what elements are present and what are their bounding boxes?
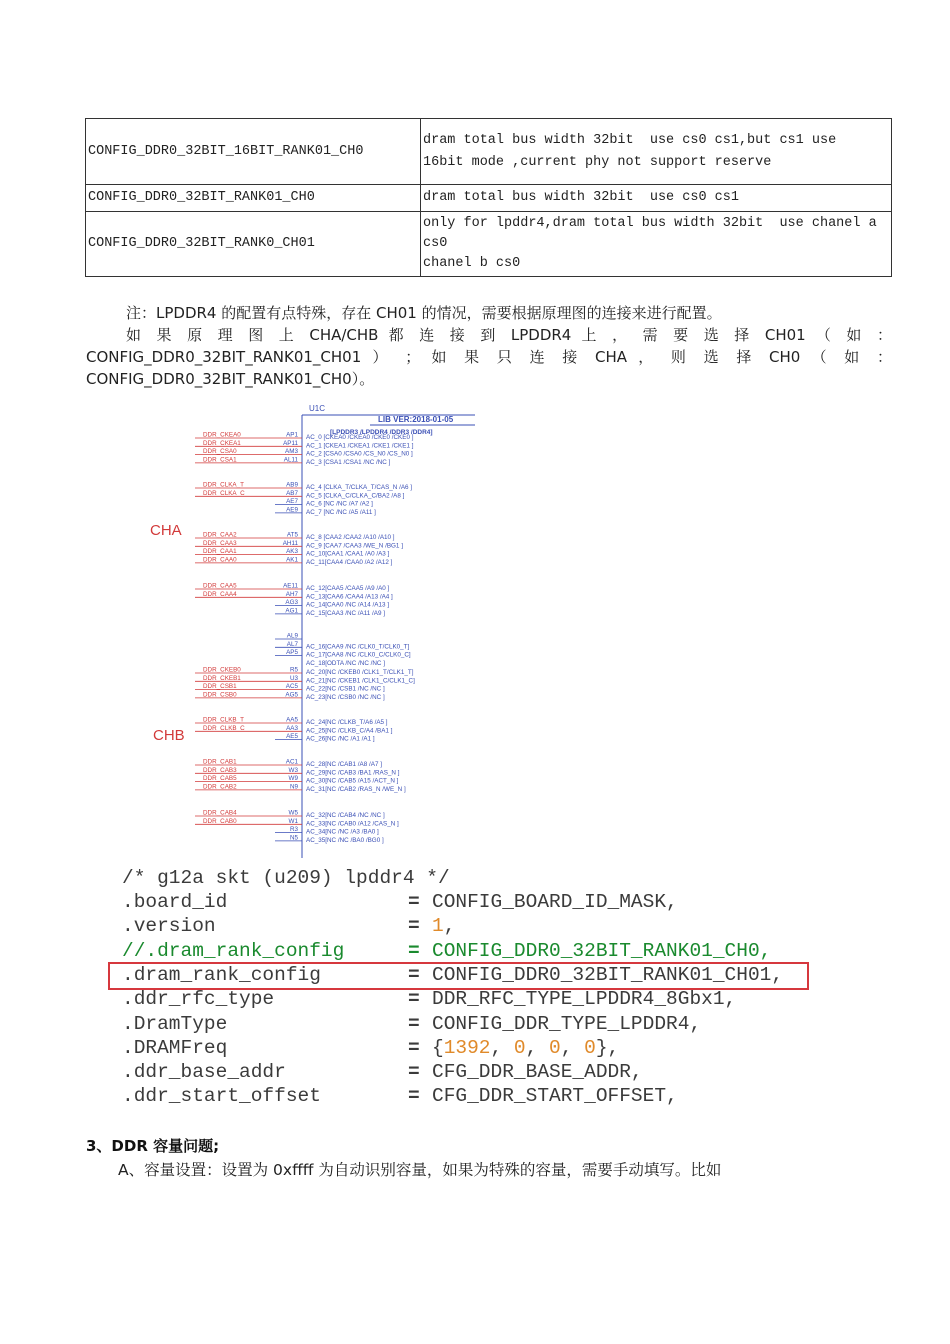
- pin-function: AC_29[NC /CAB3 /BA1 /RAS_N ]: [306, 769, 400, 777]
- pin-function: AC_33[NC /CAB0 /A12 /CAS_N ]: [306, 820, 399, 828]
- code-equals: =: [408, 915, 420, 938]
- pin-function: AC_20[NC /CKEB0 /CLK1_T/CLK1_T]: [306, 669, 414, 676]
- config-table: [85, 118, 892, 277]
- pin-number: AE11: [283, 582, 298, 590]
- code-key: //.dram_rank_config: [122, 939, 345, 962]
- pin-function: AC_28[NC /CAB1 /A8 /A7 ]: [306, 761, 382, 768]
- pin-number: R3: [289, 826, 298, 834]
- net-label: DDR_CSA1: [203, 456, 237, 464]
- pin-function: AC_30[NC /CAB5 /A15 /ACT_N ]: [306, 777, 399, 785]
- pin-number: AK3: [286, 548, 298, 556]
- pin-number: AL7: [286, 640, 298, 648]
- net-label: DDR_CKEB0: [203, 666, 241, 674]
- config-name: CONFIG_DDR0_32BIT_16BIT_RANK01_CH0: [86, 119, 421, 185]
- pin-function: AC_25[NC /CLKB_C/A4 /BA1 ]: [306, 727, 393, 735]
- pin-function: AC_12[CAA5 /CAA5 /A9 /A0 ]: [306, 585, 390, 592]
- note-line: 如 果 原 理 图 上 CHA/CHB 都 连 接 到 LPDDR4 上 ， 需 要 选 择 CH01 （ 如 ：: [126, 326, 892, 344]
- pin-function: AC_31[NC /CAB2 /RAS_N /WE_N ]: [306, 785, 406, 793]
- section-heading: 3、DDR 容量问题;: [86, 1137, 220, 1155]
- pin-number: W3: [288, 766, 298, 774]
- code-equals: =: [408, 1061, 420, 1084]
- pin-function: AC_18[ODTA /NC /NC /NC ]: [306, 659, 385, 667]
- code-equals: =: [408, 1036, 420, 1059]
- pin-function: AC_13[CAA6 /CAA4 /A13 /A4 ]: [306, 593, 393, 601]
- pin-number: AG1: [285, 607, 298, 615]
- note-line: CONFIG_DDR0_32BIT_RANK01_CH0）。: [86, 370, 375, 388]
- pin-number: AH7: [285, 590, 298, 598]
- code-value: CFG_DDR_BASE_ADDR,: [432, 1061, 643, 1084]
- net-label: DDR_CAA0: [203, 556, 237, 564]
- net-label: DDR_CLKA_T: [203, 481, 244, 489]
- pin-function: AC_24[NC /CLKB_T/A6 /A5 ]: [306, 719, 388, 726]
- net-label: DDR_CLKB_T: [203, 716, 244, 724]
- pin-function: AC_32[NC /CAB4 /NC /NC ]: [306, 812, 385, 819]
- pin-number: AE9: [286, 506, 298, 514]
- note-line: CONFIG_DDR0_32BIT_RANK01_CH01 ） ； 如 果 只 连 接 CHA ， 则 选 择 CH0 （ 如 ：: [86, 348, 892, 366]
- code-value: DDR_RFC_TYPE_LPDDR4_8Gbx1,: [432, 988, 737, 1011]
- pin-number: AM3: [285, 448, 298, 456]
- pin-number: W1: [288, 817, 298, 825]
- column-header: [LPDDR3 /LPDDR4 /DDR3 /DDR4]: [330, 429, 433, 436]
- pin-function: AC_26[NC /NC /A1 /A1 ]: [306, 735, 375, 743]
- config-desc: dram total bus width 32bit use cs0 cs1,but cs1 use 16bit mode ,current phy not support reserve: [421, 119, 892, 185]
- pin-function: AC_10[CAA1 /CAA1 /A0 /A3 ]: [306, 550, 390, 558]
- config-name: CONFIG_DDR0_32BIT_RANK01_CH0: [86, 185, 421, 212]
- pin-number: N9: [289, 783, 298, 791]
- net-label: DDR_CKEA0: [203, 431, 241, 439]
- pin-function: AC_3 [CSA1 /CSA1 /NC /NC ]: [306, 458, 391, 466]
- pin-function: AC_0 [CKEA0 /CKEA0 /CKE0 /CKE0 ]: [306, 434, 414, 441]
- table-row: [86, 119, 892, 185]
- code-key: .ddr_start_offset: [122, 1085, 321, 1108]
- pin-function: AC_23[NC /CSB0 /NC /NC ]: [306, 693, 385, 701]
- pin-number: AP1: [286, 431, 298, 439]
- net-label: DDR_CAB2: [203, 783, 237, 791]
- code-equals: =: [408, 1085, 420, 1108]
- pin-number: W9: [288, 775, 298, 783]
- code-key: .version: [122, 915, 216, 938]
- net-label: DDR_CAB3: [203, 766, 237, 774]
- net-label: DDR_CAB4: [203, 809, 237, 817]
- pin-function: AC_35[NC /NC /BA0 /BG0 ]: [306, 836, 384, 844]
- table-row: [86, 212, 892, 277]
- pin-number: AK1: [286, 556, 298, 564]
- net-label: DDR_CSA0: [203, 448, 237, 456]
- pin-function: AC_15[CAA3 /NC /A11 /A9 ]: [306, 609, 385, 617]
- code-key: .ddr_base_addr: [122, 1061, 286, 1084]
- pin-number: AG5: [285, 691, 298, 699]
- part-ref: U1C: [309, 404, 326, 413]
- code-value: CONFIG_DDR_TYPE_LPDDR4,: [432, 1012, 702, 1035]
- pin-number: AL11: [283, 456, 298, 464]
- net-label: DDR_CAA1: [203, 548, 237, 556]
- code-key: .ddr_rfc_type: [122, 988, 275, 1011]
- ddr-schematic: [145, 398, 485, 858]
- pin-function: AC_14[CAA0 /NC /A14 /A13 ]: [306, 601, 389, 609]
- net-label: DDR_CAB0: [203, 817, 237, 825]
- note-line: 注：LPDDR4 的配置有点特殊，存在 CH01 的情况，需要根据原理图的连接来进行配置。: [126, 304, 722, 322]
- pin-number: AG3: [285, 599, 298, 607]
- channel-b-label: CHB: [153, 727, 185, 744]
- net-label: DDR_CAA5: [203, 582, 237, 590]
- lib-version: LIB VER:2018-01-05: [378, 415, 454, 424]
- code-value: CONFIG_DDR0_32BIT_RANK01_CH01,: [432, 963, 784, 986]
- code-key: .DramType: [122, 1012, 228, 1035]
- net-label: DDR_CAB1: [203, 758, 237, 766]
- code-equals: =: [408, 891, 420, 913]
- pin-number: AL9: [286, 632, 298, 640]
- code-equals: =: [408, 1012, 420, 1035]
- code-key: .board_id: [122, 891, 228, 913]
- pin-function: AC_8 [CAA2 /CAA2 /A10 /A10 ]: [306, 534, 395, 541]
- net-label: DDR_CLKB_C: [203, 724, 245, 732]
- pin-function: AC_5 [CLKA_C/CLKA_C/BA2 /A8 ]: [306, 492, 405, 500]
- pin-number: AB9: [286, 481, 298, 489]
- net-label: DDR_CAB5: [203, 775, 237, 783]
- pin-number: AT5: [286, 531, 298, 539]
- pin-number: AC1: [285, 758, 298, 766]
- section-text: A、容量设置：设置为 0xffff 为自动识别容量，如果为特殊的容量，需要手动填写。比如: [118, 1161, 722, 1179]
- pin-number: R5: [289, 666, 298, 674]
- net-label: DDR_CKEB1: [203, 674, 241, 682]
- code-block: [108, 863, 808, 1113]
- code-key: .DRAMFreq: [122, 1036, 228, 1059]
- pin-function: AC_34[NC /NC /A3 /BA0 ]: [306, 828, 379, 836]
- code-value: 1,: [432, 915, 456, 938]
- config-desc: only for lpddr4,dram total bus width 32bit use chanel a cs0 chanel b cs0: [421, 212, 892, 277]
- pin-function: AC_17[CAA8 /NC /CLK0_C/CLK0_C]: [306, 651, 411, 659]
- net-label: DDR_CAA2: [203, 531, 237, 539]
- pin-function: AC_2 [CSA0 /CSA0 /CS_N0 /CS_N0 ]: [306, 450, 413, 458]
- config-desc: dram total bus width 32bit use cs0 cs1: [421, 185, 892, 212]
- pin-function: AC_7 [NC /NC /A5 /A11 ]: [306, 508, 376, 516]
- pin-number: U3: [289, 674, 298, 682]
- config-name: CONFIG_DDR0_32BIT_RANK0_CH01: [86, 212, 421, 277]
- highlight-box: [108, 962, 809, 990]
- code-value: CONFIG_DDR0_32BIT_RANK01_CH0,: [432, 939, 772, 962]
- pin-function: AC_11[CAA4 /CAA0 /A2 /A12 ]: [306, 558, 393, 566]
- net-label: DDR_CAA3: [203, 539, 237, 547]
- net-label: DDR_CKEA1: [203, 439, 241, 447]
- note-paragraph: [86, 302, 892, 390]
- code-equals: =: [408, 963, 420, 986]
- pin-function: AC_6 [NC /NC /A7 /A2 ]: [306, 500, 373, 508]
- pin-function: AC_4 [CLKA_T/CLKA_T/CAS_N /A6 ]: [306, 484, 413, 491]
- pin-number: AH11: [282, 539, 298, 547]
- pin-function: AC_9 [CAA7 /CAA3 /WE_N /BG1 ]: [306, 542, 403, 550]
- pin-number: N5: [289, 834, 298, 842]
- pin-function: AC_22[NC /CSB1 /NC /NC ]: [306, 685, 385, 693]
- pin-number: AE7: [286, 498, 298, 506]
- code-key: .dram_rank_config: [122, 963, 321, 986]
- net-label: DDR_CLKA_C: [203, 489, 245, 497]
- net-label: DDR_CSB0: [203, 691, 237, 699]
- code-comment: /* g12a skt (u209) lpddr4 */: [122, 867, 450, 889]
- pin-number: AC5: [285, 683, 298, 691]
- table-row: [86, 185, 892, 212]
- pin-number: W5: [288, 809, 298, 817]
- code-value: CFG_DDR_START_OFFSET,: [432, 1085, 678, 1108]
- pin-function: AC_21[NC /CKEB1 /CLK1_C/CLK1_C]: [306, 677, 415, 685]
- pin-number: AE5: [286, 733, 298, 741]
- pin-number: AA3: [286, 724, 298, 732]
- pin-number: AP5: [286, 649, 298, 657]
- pin-number: AP11: [283, 439, 298, 447]
- net-label: DDR_CSB1: [203, 683, 237, 691]
- code-value: {1392, 0, 0, 0},: [432, 1036, 620, 1059]
- pin-number: AA5: [286, 716, 298, 724]
- net-label: DDR_CAA4: [203, 590, 237, 598]
- pin-function: AC_16[CAA9 /NC /CLK0_T/CLK0_T]: [306, 643, 410, 651]
- code-equals: =: [408, 939, 420, 962]
- code-value: CONFIG_BOARD_ID_MASK,: [432, 891, 678, 913]
- pin-function: AC_1 [CKEA1 /CKEA1 /CKE1 /CKE1 ]: [306, 442, 414, 450]
- pin-number: AB7: [286, 489, 298, 497]
- code-equals: =: [408, 988, 420, 1011]
- channel-a-label: CHA: [150, 522, 182, 539]
